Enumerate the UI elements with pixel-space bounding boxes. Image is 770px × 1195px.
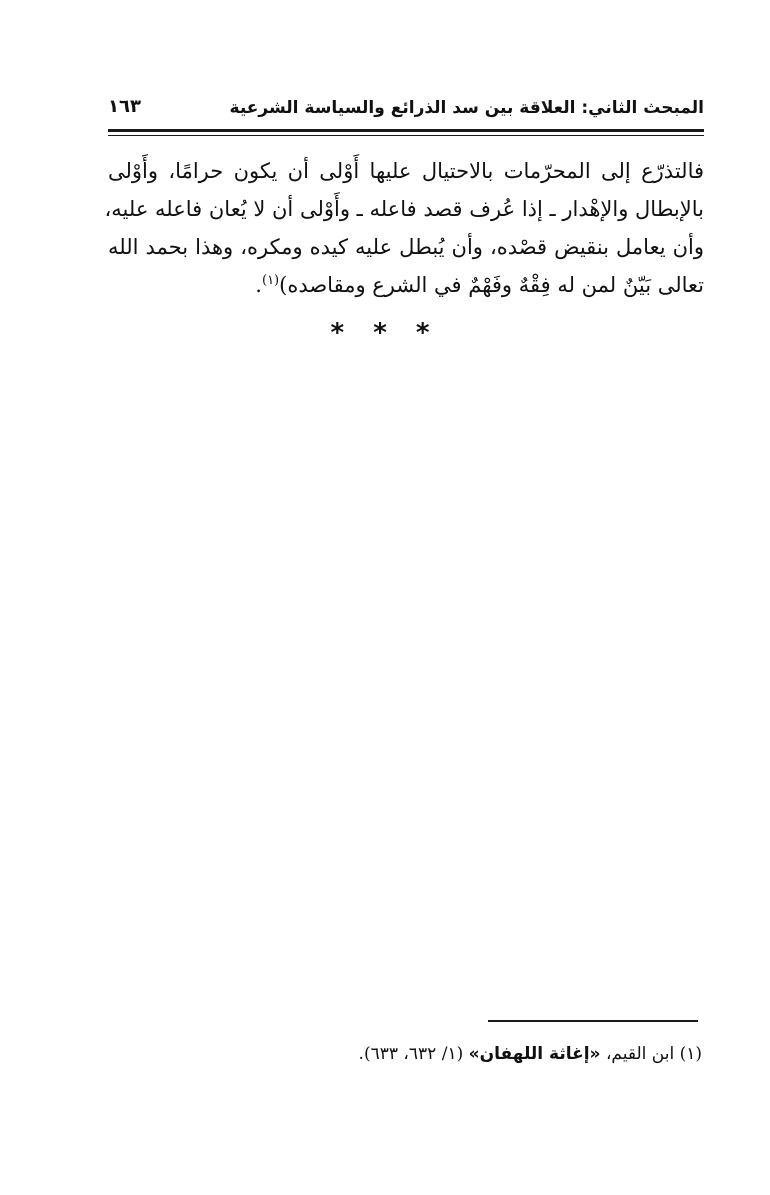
header-rule-thick xyxy=(108,129,704,132)
page-header xyxy=(108,96,704,126)
running-title: المبحث الثاني: العلاقة بين سد الذرائع والسياسة الشرعية xyxy=(229,98,704,118)
body-line-last xyxy=(108,266,704,304)
footnote xyxy=(108,1040,702,1068)
body-paragraph xyxy=(104,152,704,304)
closing-period: . xyxy=(255,273,262,297)
footnote-book-title: «إغاثة اللهفان» xyxy=(468,1044,601,1064)
body-line: فالتذرّع إلى المحرّمات بالاحتيال عليها أَوْلى أن يكون حرامًا، وأَوْلى xyxy=(108,159,704,183)
footnote-reference[interactable]: (١) xyxy=(261,273,280,288)
header-rule-thin xyxy=(108,135,704,136)
body-line: وأن يعامل بنقيض قصْده، وأن يُبطل عليه كيده ومكره، وهذا بحمد الله xyxy=(108,235,704,259)
body-line: تعالى بَيّنٌ لمن له فِقْهٌ وفَهْمٌ في الشرع ومقاصده) xyxy=(279,273,704,297)
section-separator: * * * xyxy=(330,318,440,348)
footnote-citation: (١/ ٦٣٢، ٦٣٣). xyxy=(358,1044,464,1064)
footnote-author: ابن القيم، xyxy=(605,1044,675,1064)
body-line: بالإبطال والإهْدار ـ إذا عُرف قصد فاعله ـ وأَوْلى أن لا يُعان فاعله عليه، xyxy=(104,197,704,221)
footnote-number: (١) xyxy=(679,1044,702,1064)
page-number: ١٦٣ xyxy=(108,96,141,117)
footnote-rule xyxy=(488,1020,698,1022)
